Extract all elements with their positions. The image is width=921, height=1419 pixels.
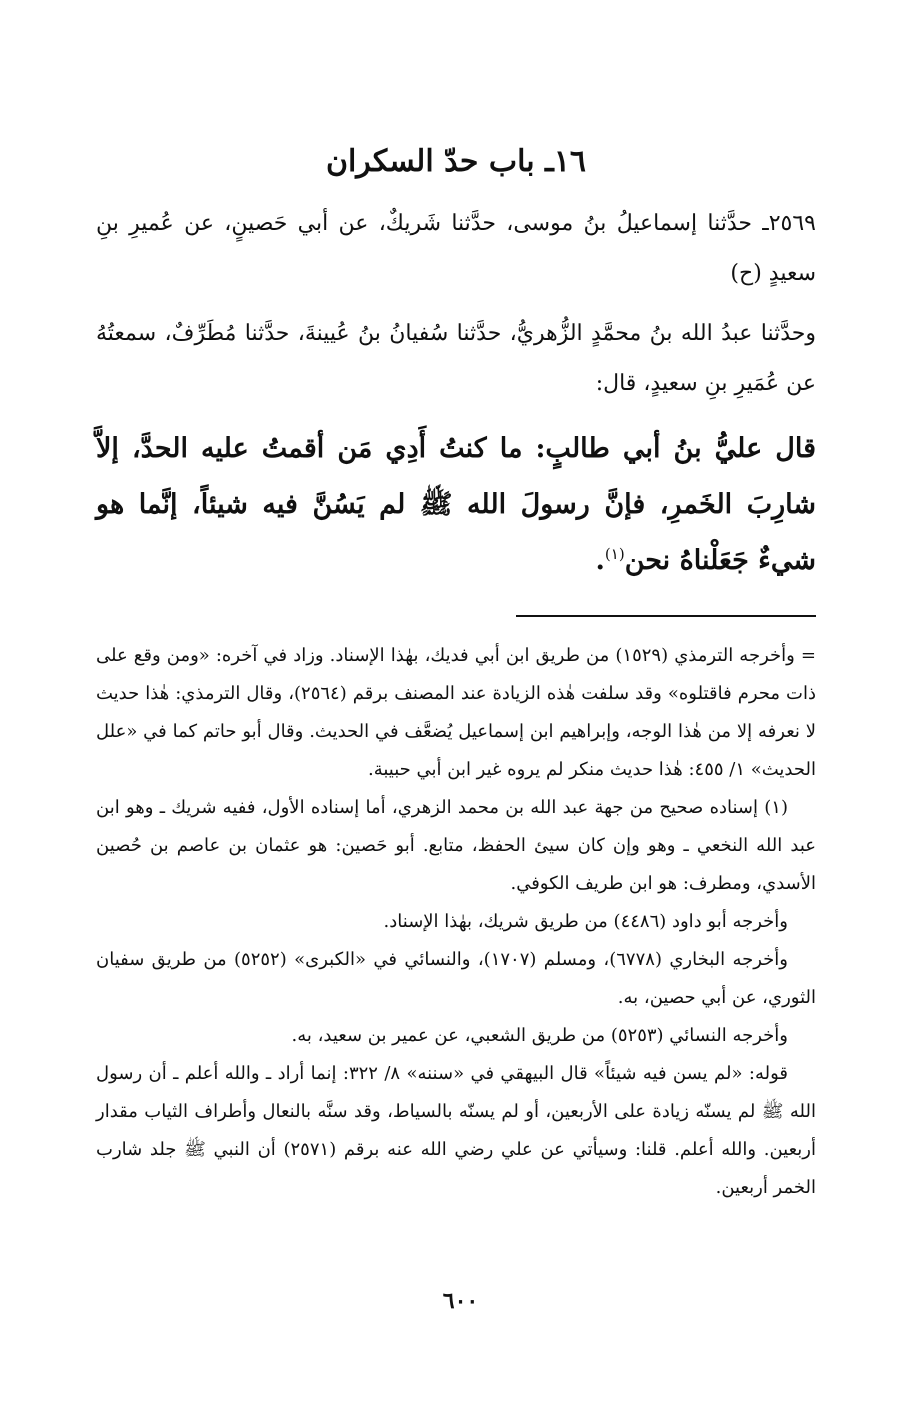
footnote-marker: (١) [604, 545, 625, 563]
book-page [96, 120, 816, 1207]
hadith-isnad-second: وحدَّثنا عبدُ الله بنُ محمَّدٍ الزُّهريُّ، حدَّثنا سُفيانُ بنُ عُيينةَ، حدَّثنا مُطَرِّفٌ، سمعتُهُ عن عُمَيرِ بنِ سعيدٍ، قال: [96, 321, 816, 396]
page-number: ٦٠٠ [442, 1288, 479, 1314]
hadith-matn [96, 421, 816, 589]
footnotes-section [96, 637, 816, 1207]
hadith-isnad-first: ٢٥٦٩ـ حدَّثنا إسماعيلُ بنُ موسى، حدَّثنا شَريكٌ، عن أبي حَصينٍ، عن عُميرِ بنِ سعيدٍ (ح) [96, 211, 816, 286]
footnote-continuation: = وأخرجه الترمذي (١٥٢٩) من طريق ابن أبي فديك، بهٰذا الإسناد. وزاد في آخره: «ومن وقع على ذات محرم فاقتلوه» وقد سلفت هٰذه الزيادة عند المصنف برقم (٢٥٦٤)، وقال الترمذي: هٰذا حديث لا نعرفه إلا من هٰذا الوجه، وإبراهيم ابن إسماعيل يُضعَّف في الحديث. وقال أبو حاتم كما في «علل الحديث» ١/ ٤٥٥: هٰذا حديث منكر لم يروه غير ابن أبي حبيبة. [96, 645, 817, 780]
footnote-1-paragraph: وأخرجه النسائي (٥٢٥٣) من طريق الشعبي، عن عمير بن سعيد، به. [291, 1025, 788, 1046]
hadith-matn-text: قال عليُّ بنُ أبي طالبٍ: ما كنتُ أَدِي مَن أقمتُ عليه الحدَّ، إلاَّ شارِبَ الخَمرِ، فإنَّ رسولَ الله ﷺ لم يَسُنَّ فيه شيئاً، إنَّما هو شيءٌ جَعَلْناهُ نحن [96, 433, 816, 576]
chapter-title: ١٦ـ باب حدّ السكران [325, 144, 587, 179]
footnote-1-paragraph: قوله: «لم يسن فيه شيئاً» قال البيهقي في «سننه» ٨/ ٣٢٢: إنما أراد ـ والله أعلم ـ أن رسول الله ﷺ لم يسنّه زيادة على الأربعين، أو لم يسنّه بالسياط، وقد سنَّه بالنعال وأطراف الثياب مقدار أربعين. والله أعلم. قلنا: وسيأتي عن علي رضي الله عنه برقم (٢٥٧١) أن النبي ﷺ جلد شارب الخمر أربعين. [96, 1063, 816, 1198]
footnote-divider [516, 615, 816, 617]
hadith-matn-end: . [595, 545, 605, 576]
footnote-1-paragraph: وأخرجه أبو داود (٤٤٨٦) من طريق شريك، بهٰذا الإسناد. [383, 911, 788, 932]
footnote-1-paragraph: (١) إسناده صحيح من جهة عبد الله بن محمد الزهري، أما إسناده الأول، ففيه شريك ـ وهو ابن عبد الله النخعي ـ وهو وإن كان سيئ الحفظ، متابع. أبو حَصين: هو عثمان بن عاصم بن حُصين الأسدي، ومطرف: هو ابن طريف الكوفي. [96, 797, 816, 894]
footnote-1-paragraph: وأخرجه البخاري (٦٧٧٨)، ومسلم (١٧٠٧)، والنسائي في «الكبرى» (٥٢٥٢) من طريق سفيان الثوري، عن أبي حصين، به. [96, 949, 816, 1008]
